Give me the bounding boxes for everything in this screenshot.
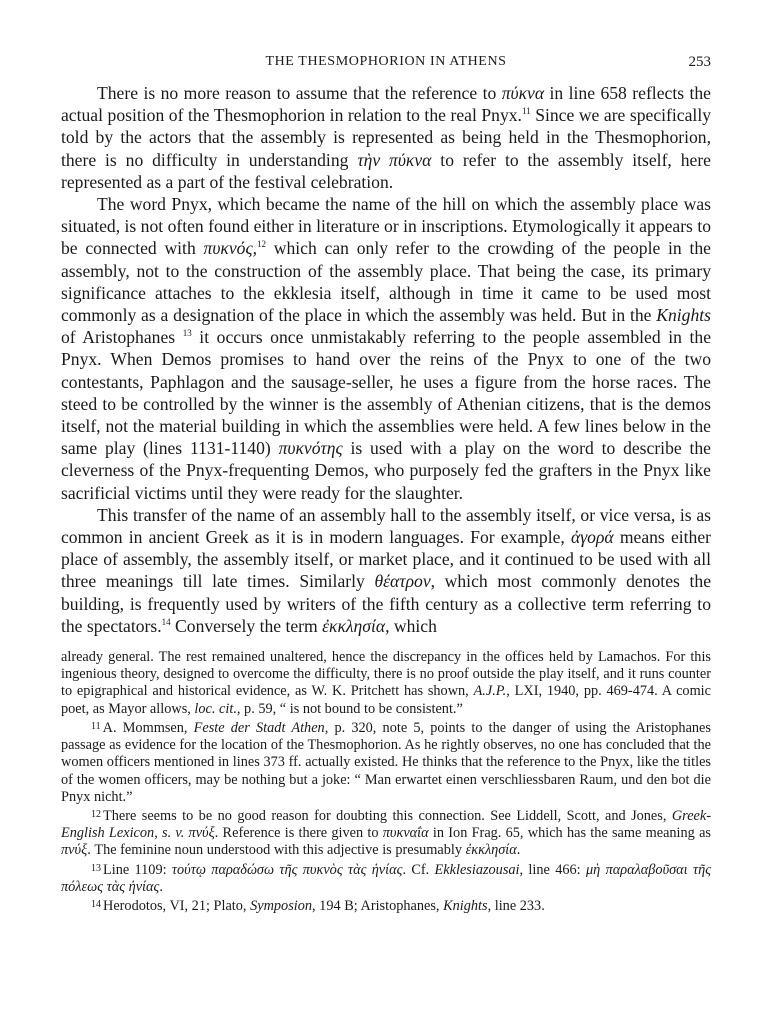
- citation-title: A.J.P.: [473, 683, 507, 700]
- text-run: .: [516, 842, 521, 859]
- text-run: which: [389, 615, 437, 636]
- page-header: [61, 54, 711, 76]
- text-run: , LXI, 1940, pp. 469-474. A comic poet, as Mayor allows,: [61, 683, 712, 717]
- text-run: . Reference is there given to: [214, 825, 383, 842]
- footnote-ref: 12: [257, 239, 266, 250]
- text-run: . The feminine noun understood with this adjective is presumably: [87, 842, 466, 859]
- body-text: [61, 82, 711, 637]
- text-run: , p. 320, note 5, points to the danger of using the Aristophanes passage as evidence for the location of the Thesmophorion. As he rightly observes, no one has concluded that the women officers mentioned in lines 373 ff. actually existed. He thinks that the reference to the Pnyx, like the titles of the women officers, may be nothing but a joke: “ Man erwartet einen verschliessbaren Raum, und den bot die Pnyx nicht.”: [61, 719, 711, 805]
- text-run: There is no more reason to assume that the reference to: [97, 83, 502, 103]
- footnote-11: [61, 718, 711, 806]
- citation-title: Feste der Stadt Athen: [193, 719, 325, 736]
- text-run: of Aristophanes: [61, 327, 183, 348]
- text-run: The word Pnyx, which became the name of the hill on which the assembly place was situated, is not often found either in literature or in inscriptions. Etymologically it appears to be connected with: [61, 194, 711, 259]
- text-run: , line 466:: [519, 861, 586, 878]
- book-page: [61, 54, 711, 915]
- greek-term: πυκνός,: [203, 238, 257, 259]
- text-run: This transfer of the name of an assembly hall to the assembly itself, or vice versa, is as common in ancient Greek as it is in modern languages. For example,: [61, 504, 711, 548]
- citation-title: Ekklesiazousai: [434, 861, 520, 878]
- footnotes: [61, 649, 711, 915]
- text-run: it occurs once unmistakably referring to the people assembled in the Pnyx. When Demos promises to hand over the reins of the Pnyx to one of the two contestants, Paphlagon and the sausage-seller, he uses a figure from the horse races. The steed to be controlled by the winner is the assembly of Athenian citizens, that is the demos itself, not the material building in which the assemblies were held. A few lines below in the same play (lines 1131-1140): [61, 327, 711, 459]
- text-run: .: [159, 878, 163, 895]
- page-number: 253: [688, 54, 711, 70]
- greek-term: πύκνα: [501, 83, 545, 103]
- footnote-continuation: [61, 649, 711, 718]
- greek-term: πνύξ: [184, 825, 215, 842]
- footnote-ref: 13: [182, 328, 192, 339]
- text-run: , 194 B; Aristophanes,: [312, 897, 444, 914]
- text-run: Conversely the term: [170, 615, 323, 636]
- footnote-number: 13: [91, 862, 101, 874]
- text-run: is used with a play on the word to describe the cleverness of the Pnyx-frequenting Demos, who purposely fed the grafters in the Pnyx like sacrificial victims until they were ready for the slaughter.: [61, 438, 711, 503]
- paragraph-2: [61, 193, 711, 504]
- greek-term: θέατρον,: [374, 571, 436, 592]
- citation-title: loc. cit.: [194, 700, 237, 717]
- text-run: in Ion Frag. 65, which has the same meaning as: [428, 825, 711, 842]
- footnote-number: 14: [91, 898, 101, 910]
- greek-term: ἐκκλησία,: [322, 615, 390, 636]
- text-run: Line 1109:: [103, 861, 172, 878]
- greek-quote: μὴ παραλαβοῦσαι τῆς πόλεως τὰς ἡνίας: [61, 861, 711, 895]
- footnote-13: [61, 860, 711, 896]
- running-title: THE THESMOPHORION IN ATHENS: [265, 54, 507, 69]
- text-run: means either place of assembly, the assembly itself, or market place, and it continued to be used with all three meanings till late times. Similarly: [61, 527, 711, 592]
- greek-quote: τούτῳ παραδώσω τῆς πυκνὸς τὰς ἡνίας: [171, 861, 403, 878]
- text-run: which can only refer to the crowding of the people in the assembly, not to the construction of the assembly place. That being the case, its primary significance attaches to the ekklesia itself, although in time it came to be used most commonly as a designation of the place in which the assembly was held. But in the: [61, 238, 711, 326]
- text-run: A. Mommsen,: [102, 719, 194, 736]
- work-title: Knights: [656, 305, 711, 326]
- text-run: already general. The rest remained unaltered, hence the discrepancy in the offices held by Lamachos. For this ingenious theory, designed to overcome the difficulty, there is no proof outside the play itself, and it runs counter to epigraphical and historical evidence, as W. K. Pritchett has shown,: [61, 649, 711, 700]
- text-run: There seems to be no good reason for doubting this connection. See Liddell, Scott, and Jones,: [103, 807, 672, 824]
- greek-term: ἀγορά: [570, 527, 614, 548]
- footnote-ref: 14: [161, 617, 171, 628]
- text-run: to refer to the assembly itself, here represented as a part of the festival celebration.: [61, 149, 711, 192]
- text-run: Herodotos, VI, 21; Plato,: [103, 897, 251, 914]
- greek-term: τὴν πύκνα: [357, 149, 432, 170]
- paragraph-3: [61, 504, 711, 637]
- paragraph-1: [61, 82, 711, 193]
- greek-term: πνύξ: [61, 842, 88, 859]
- footnote-number: 11: [91, 720, 101, 732]
- text-run: which most commonly denotes the building, is frequently used by writers of the fifth century as a collective term referring to the spectators.: [61, 571, 711, 636]
- footnote-12: [61, 806, 711, 860]
- footnote-ref: 11: [521, 106, 531, 117]
- greek-term: πυκνότης: [278, 438, 343, 459]
- text-run: , line 233.: [487, 897, 545, 914]
- text-run: . Cf.: [402, 861, 435, 878]
- citation-title: Knights: [443, 897, 488, 914]
- greek-term: ἐκκλησία: [465, 842, 517, 859]
- text-run: in line 658 reflects the actual position of the Thesmophorion in relation to the real Pnyx.: [61, 83, 711, 126]
- text-run: , p. 59, “ is not bound to be consistent.”: [236, 700, 463, 717]
- citation-title: Greek-English Lexicon, s. v.: [61, 807, 711, 842]
- footnote-number: 12: [91, 808, 101, 820]
- citation-title: Symposion: [250, 897, 313, 914]
- footnote-14: [61, 896, 711, 915]
- greek-term: πυκναΐα: [382, 825, 429, 842]
- text-run: Since we are specifically told by the actors that the assembly is represented as being held in the Thesmophorion, there is no difficulty in understanding: [61, 105, 711, 170]
